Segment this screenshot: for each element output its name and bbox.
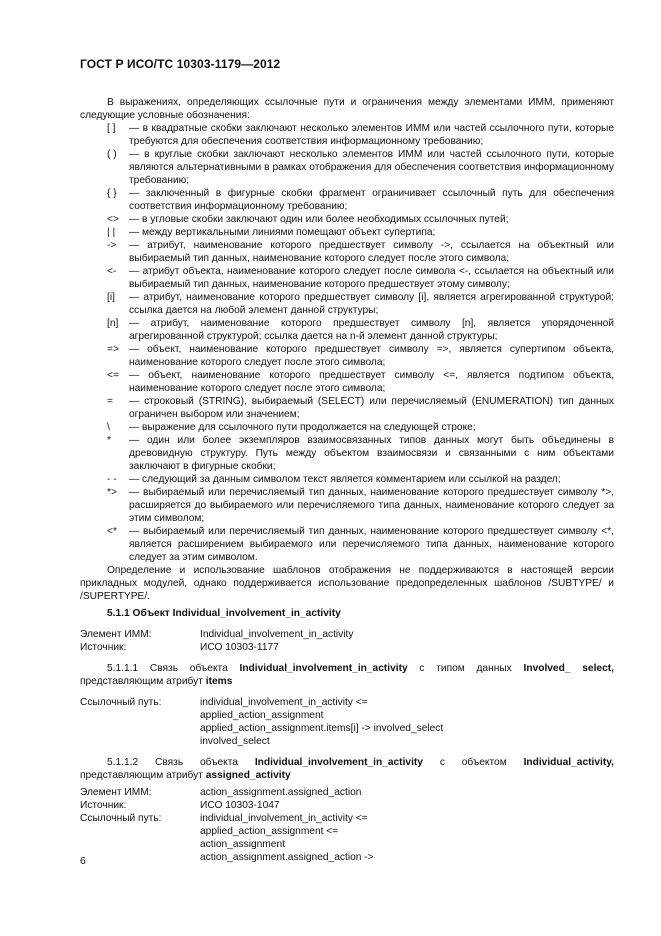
notation-description: — между вертикальными линиями помещают объект супертипа; — [129, 227, 436, 238]
notation-symbol: <> — [107, 214, 119, 225]
notation-description: — в круглые скобки заключают несколько элементов ИММ или частей ссылочного пути, которые являются альтернативными в рамках отображения для обеспечения соответствия информационному требованию; — [129, 149, 614, 186]
notation-symbol: \ — [107, 422, 110, 433]
notation-item — [107, 291, 614, 317]
notation-item — [107, 122, 614, 148]
notation-symbol: [n] — [107, 318, 119, 329]
source-value: ИСО 10303-1047 — [200, 800, 280, 811]
subsection-target-name: Individual_activity, — [523, 757, 614, 768]
section-label: Объект — [132, 608, 170, 619]
section-number: 5.1.1 — [107, 608, 130, 619]
notation-item — [107, 473, 614, 486]
subsection-number: 5.1.1.2 — [107, 757, 139, 768]
notation-description: — следующий за данным символом текст является комментарием или ссылкой на раздел; — [129, 474, 561, 485]
element-row — [80, 786, 614, 799]
notation-symbol: = — [107, 396, 113, 407]
notation-item — [107, 486, 614, 525]
path-line: action_assignment.assigned_action -> — [200, 852, 374, 863]
notation-description: — атрибут, наименование которого предшествует символу ->, ссылается на объектный или выбираемый тип данных, наименование которого следует после этого символа; — [129, 240, 614, 264]
notation-item — [107, 213, 614, 226]
path-line: applied_action_assignment <= — [200, 826, 339, 837]
element-label: Элемент ИММ: — [80, 787, 152, 798]
notation-symbol: ( ) — [107, 149, 117, 160]
reference-path-row — [80, 696, 614, 748]
notation-item — [107, 317, 614, 343]
reference-path-label: Ссылочный путь: — [80, 813, 162, 824]
notation-symbol: -> — [107, 240, 117, 251]
source-row — [80, 641, 614, 654]
source-label: Источник: — [80, 642, 127, 653]
notation-item — [107, 421, 614, 434]
path-line: applied_action_assignment — [200, 710, 324, 721]
subsection-heading — [80, 662, 614, 688]
notation-description: — выбираемый или перечисляемый тип данных, наименование которого предшествует символу <*, является расширением выбираемого или перечисляемого типа данных, наименование которого следует за этим символом. — [129, 526, 614, 563]
notation-description: — атрибут объекта, наименование которого следует после символа <-, ссылается на объектный или выбираемый тип данных, наименование которого предшествует этому символу; — [129, 266, 614, 290]
notation-symbol: [ ] — [107, 123, 116, 134]
notation-symbol: <= — [107, 370, 119, 381]
subsection-object-name: Individual_involvement_in_activity — [254, 757, 423, 768]
reference-path-lines — [200, 696, 614, 748]
notation-description: — атрибут, наименование которого предшествует символу [n], является упорядоченной агрегированной структурой; ссылка дается на n-й элемент данной структуры; — [129, 318, 614, 342]
path-line: individual_involvement_in_activity <= — [200, 813, 368, 824]
notation-item — [107, 343, 614, 369]
path-line: involved_select — [200, 736, 270, 747]
subsection-text: с объектом — [439, 757, 507, 768]
notation-description: — выбираемый или перечисляемый тип данных, наименование которого предшествует символу *>, расширяется до выбираемого или перечисляемого типа данных, наименование которого следует за этим символом; — [129, 487, 614, 524]
notation-description: — заключенный в фигурные скобки фрагмент ограничивает ссылочный путь для обеспечения соответствия информационному требованию; — [129, 188, 614, 212]
subsection-object-name: Individual_involvement_in_activity — [239, 663, 408, 674]
subsection-attribute-name: assigned_activity — [205, 770, 291, 781]
notation-description: — объект, наименование которого предшествует символу =>, является супертипом объекта, наименование которого следует после этого символа; — [129, 344, 614, 368]
notation-symbol: <* — [107, 526, 117, 537]
notation-description: — объект, наименование которого предшествует символу <=, является подтипом объекта, наименование которого следует после этого символа; — [129, 370, 614, 394]
notation-symbol: { } — [107, 188, 117, 199]
notation-symbol: * — [107, 435, 111, 446]
reference-path-row — [80, 812, 614, 864]
page-number: 6 — [80, 855, 86, 867]
notation-description: — выражение для ссылочного пути продолжается на следующей строке; — [129, 422, 476, 433]
notation-symbol: [i] — [107, 292, 115, 303]
subsection-text: Связь объекта — [155, 757, 238, 768]
subsection-text: Связь объекта — [149, 663, 228, 674]
notation-description: — в квадратные скобки заключают несколько элементов ИММ или частей ссылочного пути, которые требуются для обеспечения соответствия информационному требованию; — [129, 123, 614, 147]
source-row — [80, 799, 614, 812]
element-label: Элемент ИММ: — [80, 629, 152, 640]
notation-symbol: | | — [107, 227, 116, 238]
reference-path-label: Ссылочный путь: — [80, 697, 162, 708]
notation-item — [107, 187, 614, 213]
templates-note: Определение и использование шаблонов отображения не поддерживаются в настоящей версии прикладных модулей, однако поддерживается использование предопределенных шаблонов /SUBTYPE/ и /SUPERTYPE/. — [80, 565, 614, 602]
path-line: applied_action_assignment.items[i] -> involved_select — [200, 723, 444, 734]
notation-item — [107, 265, 614, 291]
intro-paragraph: В выражениях, определяющих ссылочные пути и ограничения между элементами ИММ, применяют следующие условные обозначения: — [80, 97, 614, 121]
subsection-number: 5.1.1.1 — [107, 663, 139, 674]
document-header: ГОСТ Р ИСО/ТС 10303-1179—2012 — [80, 57, 281, 71]
subsection-text: представляющим атрибут — [80, 676, 203, 687]
subsection-attribute-name: items — [205, 676, 233, 687]
notation-item — [107, 395, 614, 421]
section-heading — [107, 607, 614, 620]
subsection-target-name: Involved_ select, — [523, 663, 614, 674]
notation-symbol: - - — [107, 474, 117, 485]
element-row — [80, 628, 614, 641]
reference-path-lines — [200, 812, 614, 864]
notation-item — [107, 239, 614, 265]
notation-item — [107, 369, 614, 395]
path-line: action_assignment — [200, 839, 285, 850]
notation-item — [107, 434, 614, 473]
notation-description: — в угловые скобки заключают один или более необходимых ссылочных путей; — [129, 214, 509, 225]
notation-description: — строковый (STRING), выбираемый (SELECT) или перечисляемый (ENUMERATION) тип данных ограничен выбором или значением; — [129, 396, 614, 420]
notation-description: — один или более экземпляров взаимосвязанных типов данных могут быть объединены в древовидную структуру. Путь между объектом взаимосвязи и связанными с ним объектами заключают в фигурные скобки; — [129, 435, 614, 472]
notation-list — [107, 122, 614, 564]
notation-symbol: <- — [107, 266, 117, 277]
notation-description: — атрибут, наименование которого предшествует символу [i], является агрегированной структурой; ссылка дается на любой элемент данной структуры; — [129, 292, 614, 316]
subsection-heading — [80, 756, 614, 782]
notation-item — [107, 525, 614, 564]
subsection-text: представляющим атрибут — [80, 770, 203, 781]
path-line: individual_involvement_in_activity <= — [200, 697, 368, 708]
notation-item — [107, 148, 614, 187]
element-value: Individual_involvement_in_activity — [200, 629, 354, 640]
notation-symbol: *> — [107, 487, 117, 498]
section-entity-name: Individual_involvement_in_activity — [172, 608, 341, 619]
source-label: Источник: — [80, 800, 127, 811]
notation-item — [107, 226, 614, 239]
notation-symbol: => — [107, 344, 119, 355]
source-value: ИСО 10303-1177 — [200, 642, 279, 653]
document-body — [80, 96, 614, 864]
subsection-text: с типом данных — [419, 663, 512, 674]
element-value: action_assignment.assigned_action — [200, 787, 362, 798]
